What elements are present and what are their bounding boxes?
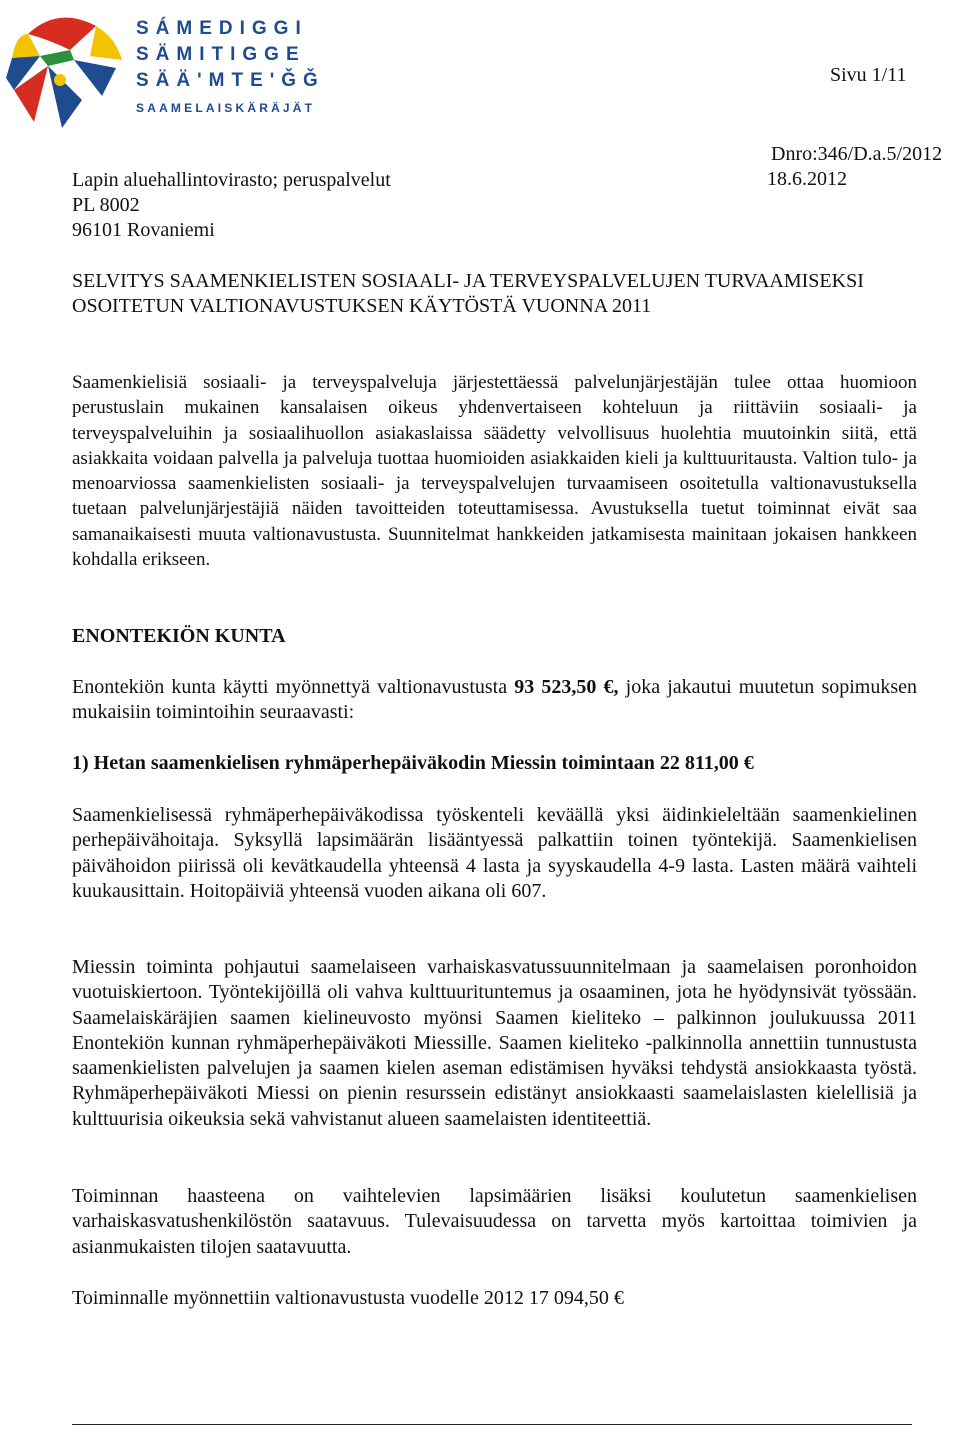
footer-divider [72, 1424, 912, 1425]
item-heading: 1) Hetan saamenkielisen ryhmäperhepäiväkodin Miessin toimintaan 22 811,00 € [72, 752, 754, 774]
page-number: Sivu 1/11 [830, 64, 907, 86]
logo-wordmark [136, 16, 325, 118]
logo-line-4: SAAMELAISKÄRÄJÄT [136, 101, 316, 115]
usage-text-post: joka jakautui muutetun sopimuksen mukaisiin toimintoihin seuraavasti: [72, 676, 917, 724]
paragraph-3: Toiminnan haasteena on vaihtelevien lapsimäärien lisäksi koulutetun saamenkielisen varhaiskasvatushenkilöstön saatavuus. Tulevaisuudessa on tarvetta myös kartoittaa toimivien ja asianmukaisten tilojen saatavuutta. [72, 1185, 917, 1258]
recipient-name: Lapin aluehallintovirasto; peruspalvelut [72, 169, 391, 191]
paragraph-4: Toiminnalle myönnettiin valtionavustusta vuodelle 2012 17 094,50 € [72, 1287, 624, 1309]
section-heading: ENONTEKIÖN KUNTA [72, 625, 286, 647]
document-date: 18.6.2012 [767, 168, 847, 190]
paragraph-1: Saamenkielisessä ryhmäperhepäiväkodissa työskenteli keväällä yksi äidinkieleltään saamenkielinen perhepäivähoitaja. Syksyllä lapsimäärän lisääntyessä palkattiin toinen työntekijä. Saamenkielisen päivähoidon piirissä oli kevätkaudella yhteensä 4 lasta ja syyskaudella 4-9 lasta. Lasten määrä vaihteli kuukausittain. Hoitopäiviä yhteensä vuoden aikana oli 607. [72, 804, 917, 902]
sun-emblem-icon [4, 4, 134, 132]
logo-line-2: SÄMITIGGE [136, 44, 306, 65]
usage-amount: 93 523,50 €, [514, 676, 619, 698]
logo-line-1: SÁMEDIGGI [136, 18, 308, 39]
usage-paragraph [72, 675, 917, 726]
recipient-address [72, 168, 391, 243]
document-title: SELVITYS SAAMENKIELISTEN SOSIAALI- JA TERVEYSPALVELUJEN TURVAAMISEKSI OSOITETUN VALTIONAVUSTUKSEN KÄYTÖSTÄ VUONNA 2011 [72, 270, 864, 317]
paragraph-2: Miessin toiminta pohjautui saamelaiseen varhaiskasvatussuunnitelmaan ja saamelaisen poronhoidon vuotuiskiertoon. Työntekijöillä oli vahva kulttuurituntemus ja osaaminen, jota he hyödynsivät työssään. Saamelaiskäräjien saamen kielineuvosto myönsi Saamen kieliteko – palkinnon joulukuussa 2011 Enontekiön kunnan ryhmäperhepäiväkoti Miessille. Saamen kieliteko -palkinnolla annettiin tunnustusta saamenkielisten palvelujen ja saamen kielen aseman edistämisen hyväksi tehdystä ansiokkaasta työstä. Ryhmäperhepäiväkoti Miessi on pienin resurssein edistänyt ansiokkaasti saamelaislasten kielellisiä ja kulttuurisia oikeuksia sekä vahvistanut alueen saamelaisten identiteettiä. [72, 956, 917, 1130]
usage-text-pre: Enontekiön kunta käytti myönnettyä valtionavustusta [72, 676, 515, 698]
samediggi-logo [4, 4, 324, 132]
logo-line-3: SÄÄʹMTEʹǦǦ [136, 70, 325, 91]
intro-paragraph: Saamenkielisiä sosiaali- ja terveyspalveluja järjestettäessä palvelunjärjestäjän tulee ottaa huomioon perustuslain mukainen kansalaisen oikeus yhdenvertaiseen kohteluun ja riittäviin sosiaali- ja terveyspalveluihin ja sosiaalihuollon asiakaslaissa säädetty velvollisuus huolehtia muutoinkin siitä, että asiakkaita voidaan palvella ja palveluja tuottaa huomioiden asiakkaiden kieli ja kulttuuritausta. Valtion tulo- ja menoarviossa saamenkielisten sosiaali- ja terveyspalvelujen turvaamiseen osoitetulla valtionavustuksella tuetaan palvelunjärjestäjiä näiden tavoitteiden toteuttamisessa. Avustuksella tuetut toiminnat eivät saa samanaikaisesti muuta valtionavustusta. Suunnitelmat hankkeiden jatkamisesta mainitaan jokaisen hankkeen kohdalla erikseen. [72, 372, 917, 571]
recipient-city: 96101 Rovaniemi [72, 219, 215, 241]
recipient-box: PL 8002 [72, 194, 140, 216]
document-number: Dnro:346/D.a.5/2012 [771, 143, 943, 165]
